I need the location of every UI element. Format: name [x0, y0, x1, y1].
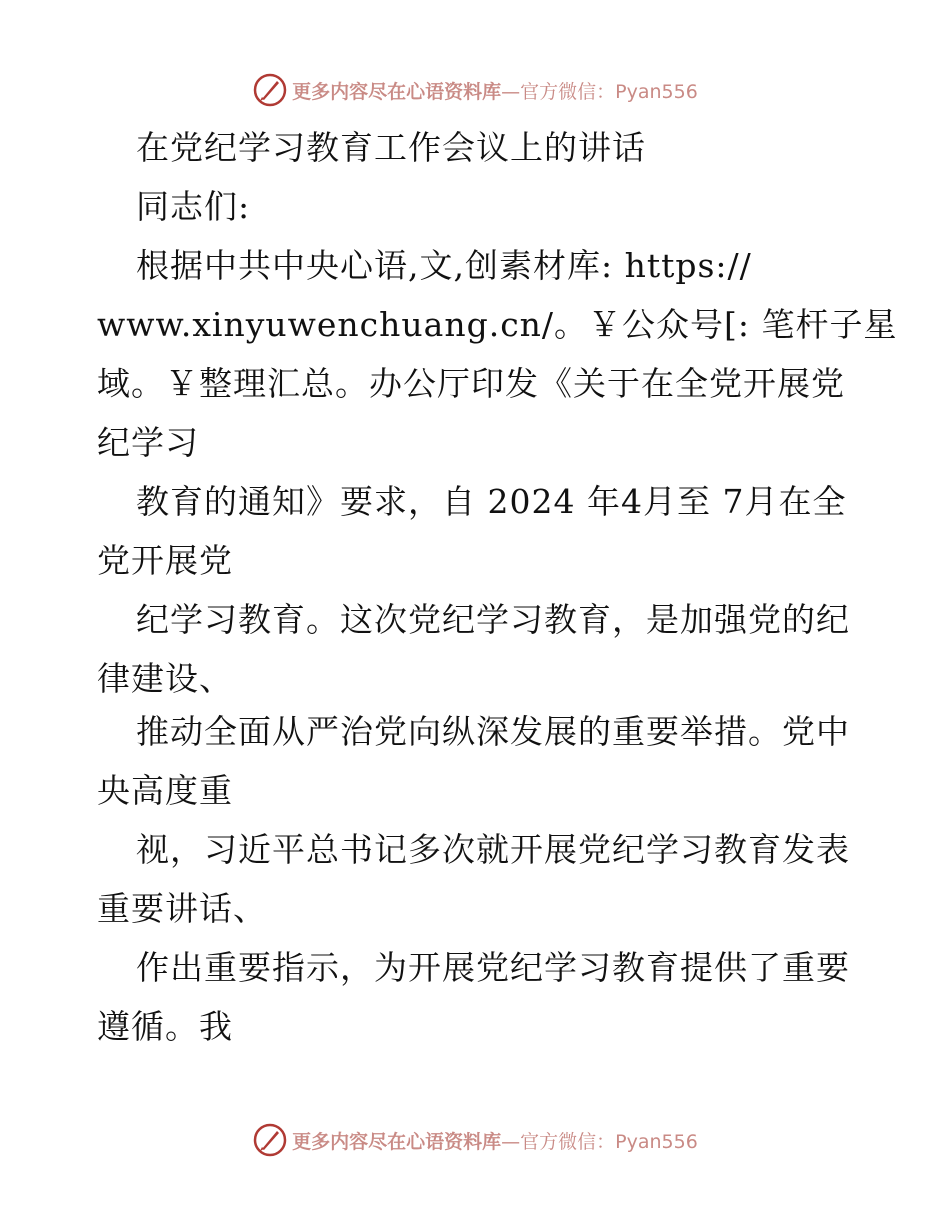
paragraph-line: 律建设、	[97, 659, 233, 698]
footer-brand: 更多内容尽在心语资料库	[292, 1130, 502, 1153]
paragraph-line: 域。￥整理汇总。办公厅印发《关于在全党开展党	[97, 364, 845, 403]
header-banner-text	[292, 77, 698, 104]
document-title: 在党纪学习教育工作会议上的讲话	[136, 128, 646, 167]
paragraph-line: 纪学习	[97, 423, 199, 462]
header-contact: —官方微信：Pyan556	[501, 80, 698, 103]
paragraph-line: 遵循。我	[97, 1007, 233, 1046]
quill-logo-icon	[252, 72, 288, 108]
paragraph-line: 纪学习教育。这次党纪学习教育，是加强党的纪	[136, 600, 850, 639]
footer-banner-text	[292, 1127, 698, 1154]
paragraph-line: 作出重要指示，为开展党纪学习教育提供了重要	[136, 948, 850, 987]
footer-contact: —官方微信：Pyan556	[501, 1130, 698, 1153]
document-greeting: 同志们:	[136, 187, 251, 226]
paragraph-line: 视，习近平总书记多次就开展党纪学习教育发表	[136, 830, 850, 869]
paragraph-line: 央高度重	[97, 771, 233, 810]
header-brand: 更多内容尽在心语资料库	[292, 80, 502, 103]
paragraph-line: 根据中共中央心语,文,创素材库: https://	[136, 246, 752, 285]
footer-banner	[0, 1118, 950, 1162]
paragraph-line: 推动全面从严治党向纵深发展的重要举措。党中	[136, 712, 850, 751]
paragraph-line: www.xinyuwenchuang.cn/。￥公众号[: 笔杆子星	[97, 305, 898, 344]
paragraph-line: 教育的通知》要求，自 2024 年4月至 7月在全	[136, 482, 847, 521]
quill-logo-icon	[252, 1122, 288, 1158]
paragraph-line: 党开展党	[97, 541, 233, 580]
paragraph-line: 重要讲话、	[97, 889, 267, 928]
header-banner	[0, 68, 950, 112]
